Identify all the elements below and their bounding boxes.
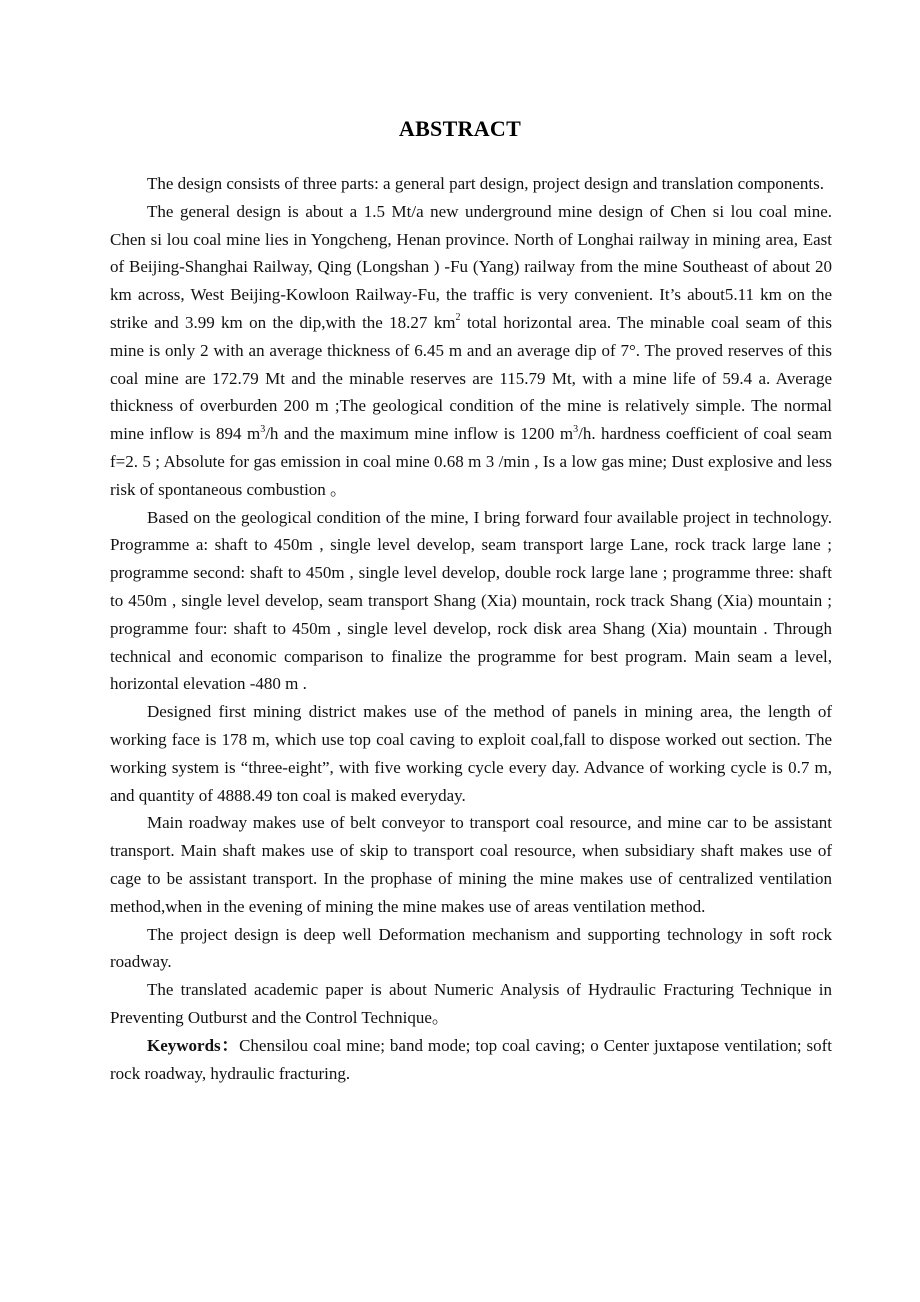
text-segment: /h and the maximum mine inflow is 1200 m bbox=[265, 424, 574, 444]
text-segment: total horizontal area. The minable coal seam of this mine is only 2 with an average thickness of 6.45 m and an average dip of 7°. The proved reserves of this coal mine are 172.79 Mt and the minable reserves are 115.79 Mt, with a mine life of 59.4 a. Average thickness of overburden 200 m ;The geological condition of the mine is relatively simple. The normal mine inflow is 894 m bbox=[110, 312, 832, 444]
page-title: ABSTRACT bbox=[398, 116, 522, 141]
paragraph-components: The design consists of three parts: a general part design, project design and translation components. bbox=[147, 174, 824, 193]
abstract-body bbox=[110, 170, 832, 1087]
text-segment: /h. hardness coefficient of coal seam f=2. 5 ; Absolute for gas emission in coal mine 0.68 m 3 /min , Is a low gas mine; Dust explosive and less risk of spontaneous combustion 。 bbox=[110, 424, 832, 499]
paragraph-programmes: Based on the geological condition of the mine, I bring forward four available project in technology. Programme a: shaft to 450m , single level develop, seam transport large Lane, rock track large lane ; programme second: shaft to 450m , single level develop, double rock large lane ; programme three: shaft to 450m , single level develop, seam transport Shang (Xia) mountain, rock track Shang (Xia) mountain ; programme four: shaft to 450m , single level develop, rock disk area Shang (Xia) mountain . Through technical and economic comparison to finalize the programme for best program. Main seam a level, horizontal elevation -480 m . bbox=[110, 507, 832, 694]
text-segment: The general design is about a 1.5 Mt/a new underground mine design of Chen si lou coal mine. Chen si lou coal mine lies in Yongcheng, Henan province. North of Longhai railway in mining area, East of Beijing-Shanghai Railway, Qing (Longshan ) -Fu (Yang) railway from the mine Southeast of about 20 km across, West Beijing-Kowloon Railway-Fu, the traffic is very convenient. It’s about5.11 km on the strike and 3.99 km on the dip,with the 18.27 km bbox=[110, 201, 832, 332]
superscript: 3 bbox=[573, 423, 579, 435]
paragraph-transport-ventilation: Main roadway makes use of belt conveyor to transport coal resource, and mine car to be assistant transport. Main shaft makes use of skip to transport coal resource, when subsidiary shaft makes use of cage to be assistant transport. In the prophase of mining the mine makes use of centralized ventilation method,when in the evening of mining the mine makes use of areas ventilation method. bbox=[110, 813, 832, 916]
superscript: 2 bbox=[455, 312, 461, 324]
superscript: 3 bbox=[260, 423, 266, 435]
paragraph-translation: The translated academic paper is about Numeric Analysis of Hydraulic Fracturing Technique in Preventing Outburst and the Control Technique。 bbox=[110, 980, 832, 1027]
keywords-label: Keywords： bbox=[147, 1035, 240, 1055]
paragraph-mining-district: Designed first mining district makes use of the method of panels in mining area, the length of working face is 178 m, which use top coal caving to exploit coal,fall to dispose worked out section. The working system is “three-eight”, with five working cycle every day. Advance of working cycle is 0.7 m, and quantity of 4888.49 ton coal is maked everyday. bbox=[110, 702, 832, 805]
paragraph-general-design bbox=[110, 198, 832, 504]
keywords-text: Chensilou coal mine; band mode; top coal caving; o Center juxtapose ventilation; soft rock roadway, hydraulic fracturing. bbox=[110, 1035, 832, 1083]
keywords-line bbox=[110, 1032, 832, 1088]
paragraph-project-design: The project design is deep well Deformation mechanism and supporting technology in soft rock roadway. bbox=[110, 924, 832, 972]
